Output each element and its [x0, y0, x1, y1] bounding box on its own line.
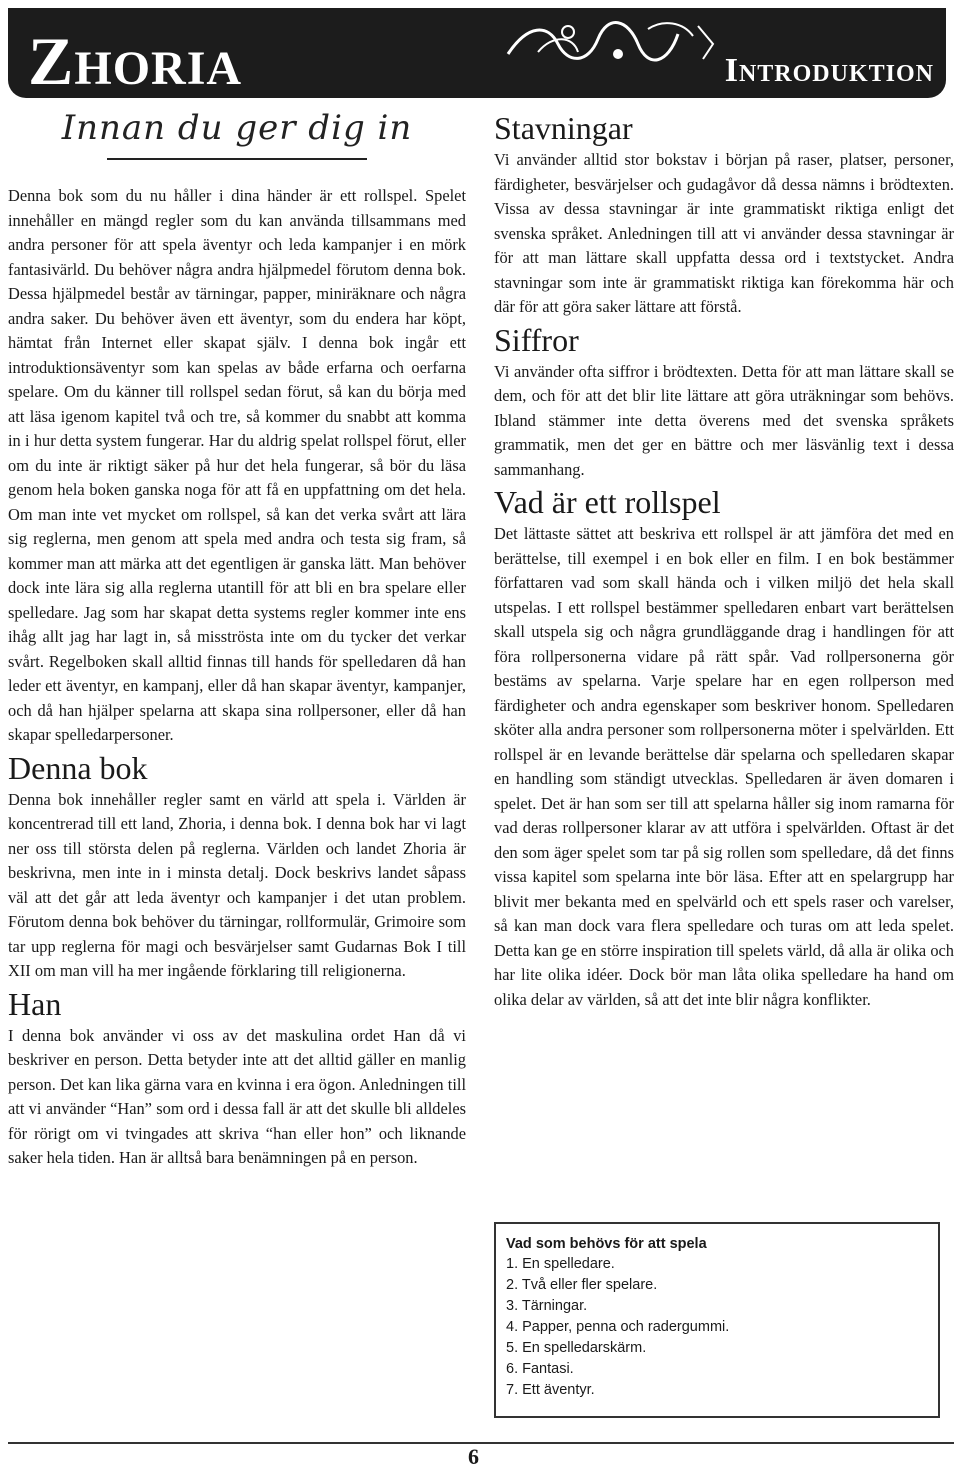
requirement-item: 2. Två eller fler spelare. — [506, 1277, 658, 1293]
requirement-item: 7. Ett äventyr. — [506, 1382, 595, 1398]
requirement-item: 1. En spelledare. — [506, 1256, 615, 1272]
chapter-title: Introduktion — [724, 52, 934, 89]
requirements-box — [494, 1222, 940, 1418]
intro-paragraph: Denna bok som du nu håller i dina händer är ett rollspel. Spelet innehåller en mängd regler som du kan använda tillsammans med andra personer för att spela äventyr och leda kampanjer i en mörk fantasivärld. Du behöver några andra hjälpmedel förutom denna bok. Dessa hjälpmedel består av tärningar, papper, miniräknare och några andra saker. Du behöver även ett äventyr, som du endera har köpt, hämtat från Internet eller skapat själv. I denna bok ingår ett introduktionsäventyr som kan spelas av både erfarna och oerfarna spelare. Om du känner till rollspel sedan förut, så kan du börja med att läsa igenom kapitel två och tre, så kommer du snabbt att komma in i hur detta system fungerar. Har du aldrig spelat rollspel förut, eller om du inte är riktigt säker på hur det hela fungerar, så bör du läsa genom hela boken ganska noga för att få en uppfattning om det hela. Om man inte vet mycket om rollspel, så kan det verka svårt att lära sig reglerna, men genom att spela med andra och testa sig fram, så kommer man att märka att det egentligen är ganska lätt. Man behöver dock inte lära sig alla reglerna utantill för att bli en bra spelare eller spelledare. Jag som har skapat detta systems regler kommer inte ens ihåg allt jag har lagt in, så misströsta inte om du tycker det verkar svårt. Regelboken skall alltid finnas till hands för spelledaren då han leder ett äventyr, en kampanj, eller då han skapar äventyr, kampanjer, och då han hjälper spelarna att skapa sina rollpersoner, eller då han skapar spelledarpersoner. — [8, 186, 466, 744]
requirement-item: 3. Tärningar. — [506, 1298, 588, 1314]
siffror-paragraph: Vi använder ofta siffror i brödtexten. Detta för att man lättare skall se dem, och för att det blir lite lättare att göra uträkningar som behövs. Ibland stämmer inte detta överens med det svenska språkets grammatik, men det ger en bättre och mer läsvänlig text i dessa sammanhang. — [494, 361, 954, 479]
requirement-item: 6. Fantasi. — [506, 1361, 574, 1377]
ornament-flourish-icon — [498, 14, 758, 74]
page-header — [8, 8, 946, 98]
heading-underline — [107, 158, 367, 160]
section-heading-rollspel: Vad är ett rollspel — [494, 484, 721, 520]
game-title: Zhoria — [28, 23, 243, 99]
section-heading-stavningar: Stavningar — [494, 110, 633, 146]
denna-bok-paragraph: Denna bok innehåller regler samt en värld att spela i. Världen är koncentrerad till ett land, Zhoria, i denna bok. I denna bok har vi lagt ner oss till största delen på reglerna. Världen och landet Zhoria är beskrivna, men inte in i minsta detalj. Dock beskrivs landet såpass väl att det går att leda äventyr och kampanjer i det utan problem. Förutom denna bok behöver du tärningar, rollformulär, Grimoire som tar upp reglerna för magi och besvärjelser samt Gudarnas Bok I till XII om man vill ha mer ingående förklaring till religionerna. — [8, 789, 466, 980]
page-number: 6 — [468, 1444, 479, 1469]
requirement-item: 4. Papper, penna och radergummi. — [506, 1319, 730, 1335]
requirements-title: Vad som behövs för att spela — [506, 1236, 707, 1252]
section-heading-denna-bok: Denna bok — [8, 749, 148, 786]
section-heading-han: Han — [8, 985, 62, 1022]
left-column — [8, 108, 466, 1171]
han-paragraph: I denna bok använder vi oss av det maskulina ordet Han då vi beskriver en person. Detta betyder inte att det alltid gäller en manlig person. Det kan lika gärna vara en kvinna i era ögon. Anledningen till att vi använder “Han” som ord i dessa fall är att det skulle bli alldeles för rörigt om vi tvingades att skriva “han eller hon” och liknande saker hela tiden. Han är alltså bara benämningen på en person. — [8, 1025, 466, 1167]
section-heading-siffror: Siffror — [494, 321, 579, 358]
right-column — [494, 108, 954, 1012]
script-heading: Innan du ger dig in — [61, 108, 413, 148]
rollspel-paragraph: Det lättaste sättet att beskriva ett rollspel är att jämföra det med en berättelse, till exempel i en bok eller en film. I en bok bestämmer författaren vad som skall hända och i vilken miljö det hela skall utspelas. I ett rollspel bestämmer spelledaren enbart vart berättelsen skall utspela sig och några grundläggande drag i handlingen för att föra rollpersonerna vidare på rätt spår. Vad rollpersonerna gör bestäms av spelarna. Varje spelare har en egen rollperson med färdigheter och andra egenskaper som beskriver honom. Spelledaren sköter alla andra personer som rollpersonerna möter i spelvärlden. Ett rollspel är en levande berättelse där spelarna och spelledaren skapar en handling som ständigt utvecklas. Spelledaren är även domaren i spelet. Det är han som ser till att spelarna håller sig inom ramarna för vad deras rollpersoner klarar av att utföra i spelvärlden. Oftast är det den som äger spelet som tar på sig rollen som spelledare, då det finns vissa kapitel som spelarna inte bör läsa. Efter att en spelargrupp har blivit mer bekanta med en spelvärld och ett spels raser och varelser, så kan man dock vara flera spelledare och turas om att leda spelet. Detta kan ge en större inspiration till spelets värld, då alla är olika och har lite olika idéer. Dock bör man låta olika spelledare ha hand om olika delar av världen, så att det inte blir några konflikter. — [494, 524, 954, 1009]
requirement-item: 5. En spelledarskärm. — [506, 1340, 647, 1356]
stavningar-paragraph: Vi använder alltid stor bokstav i början på raser, platser, personer, färdigheter, besvärjelser och gudagåvor då dessa nämns i brödtexten. Vissa av dessa stavningar är inte grammatiskt riktiga enligt det svenska språket. Anledningen till att vi använder dessa stavningar är för att man lättare skall uppfatta dessa ord i textstycket. Andra stavningar som inte är grammatiskt riktiga kan förekomma här och där för att göra saker lättare att förstå. — [494, 150, 954, 316]
footer-rule — [8, 1442, 954, 1444]
